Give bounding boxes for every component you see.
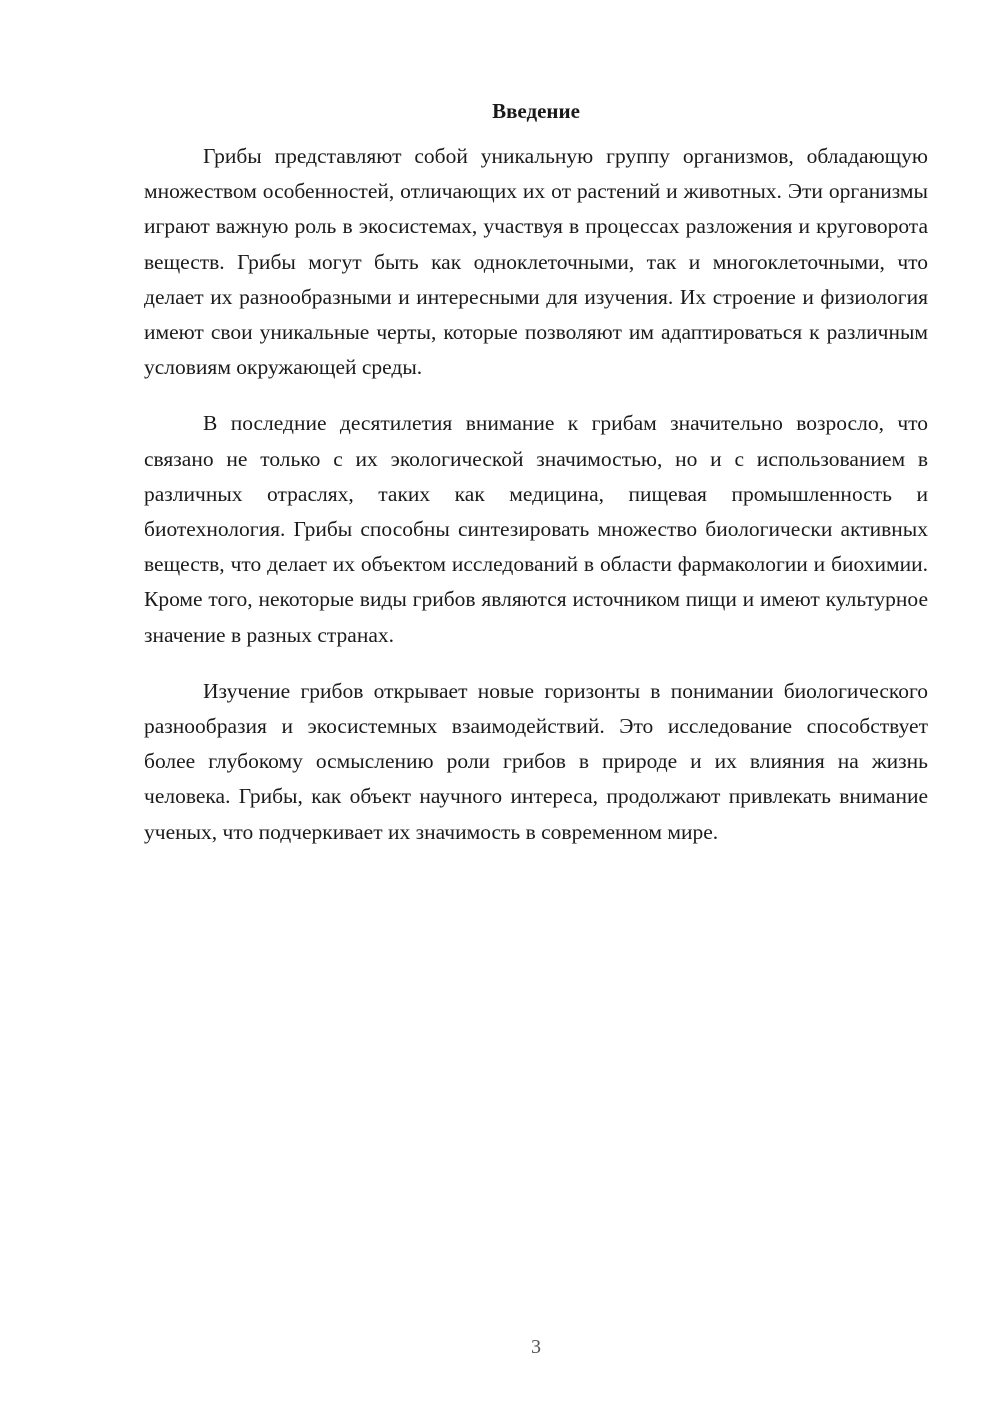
paragraph-2: В последние десятилетия внимание к грибам значительно возросло, что связано не только с их экологической значимостью, но и с использованием в различных отраслях, таких как медицина, пищевая промышленность и биотехнология. Грибы способны синтезировать множество биологически активных веществ, что делает их объектом исследований в области фармакологии и биохимии. Кроме того, некоторые виды грибов являются источником пищи и имеют культурное значение в разных странах. (144, 411, 928, 647)
section-heading: Введение (492, 99, 580, 123)
page-content (144, 97, 928, 850)
paragraph-3: Изучение грибов открывает новые горизонты в понимании биологического разнообразия и экосистемных взаимодействий. Это исследование способствует более глубокому осмыслению роли грибов в природе и их влияния на жизнь человека. Грибы, как объект научного интереса, продолжают привлекать внимание ученых, что подчеркивает их значимость в современном мире. (144, 678, 928, 844)
page-number: 3 (531, 1336, 541, 1358)
paragraph-1: Грибы представляют собой уникальную группу организмов, обладающую множеством особенностей, отличающих их от растений и животных. Эти организмы играют важную роль в экосистемах, участвуя в процессах разложения и круговорота веществ. Грибы могут быть как одноклеточными, так и многоклеточными, что делает их разнообразными и интересными для изучения. Их строение и физиология имеют свои уникальные черты, которые позволяют им адаптироваться к различным условиям окружающей среды. (144, 144, 928, 380)
